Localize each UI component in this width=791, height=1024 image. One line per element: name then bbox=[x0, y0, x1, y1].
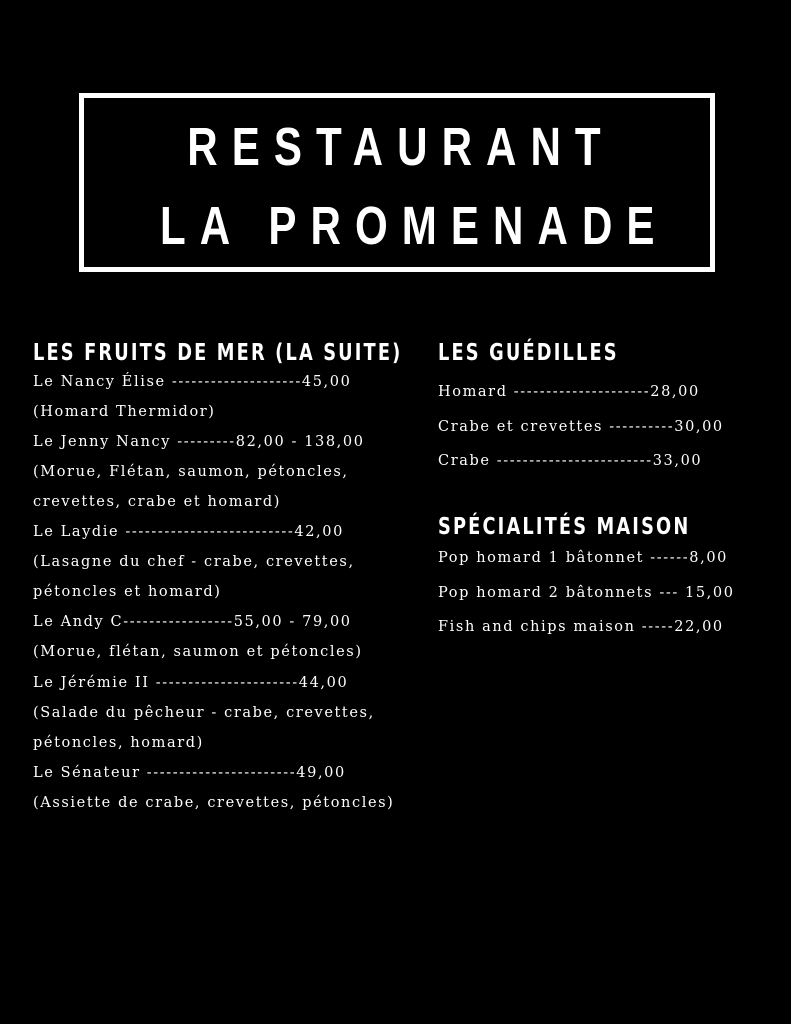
restaurant-title-line-2: LA PROMENADE bbox=[159, 196, 669, 256]
menu-line: Pop homard 2 bâtonnets --- 15,00 bbox=[438, 585, 735, 601]
menu-line: Le Sénateur -----------------------49,00 bbox=[33, 765, 346, 781]
menu-line: Fish and chips maison -----22,00 bbox=[438, 619, 724, 635]
menu-line: Crabe et crevettes ----------30,00 bbox=[438, 419, 724, 435]
menu-line: Le Laydie --------------------------42,00 bbox=[33, 524, 344, 540]
menu-line: Homard ---------------------28,00 bbox=[438, 384, 700, 400]
menu-line: (Salade du pêcheur - crabe, crevettes, bbox=[33, 705, 375, 721]
section-heading-fruits-de-mer: LES FRUITS DE MER (LA SUITE) bbox=[33, 340, 403, 366]
restaurant-title-line-1: RESTAURANT bbox=[187, 117, 615, 177]
menu-line: pétoncles, homard) bbox=[33, 735, 204, 751]
menu-line: (Morue, Flétan, saumon, pétoncles, bbox=[33, 464, 349, 480]
menu-line: (Lasagne du chef - crabe, crevettes, bbox=[33, 554, 355, 570]
menu-line: Le Jérémie II ----------------------44,00 bbox=[33, 675, 349, 691]
menu-line: Crabe ------------------------33,00 bbox=[438, 453, 703, 469]
menu-line: Le Andy C-----------------55,00 - 79,00 bbox=[33, 614, 352, 630]
menu-line: (Assiette de crabe, crevettes, pétoncles) bbox=[33, 795, 395, 811]
menu-line: (Morue, flétan, saumon et pétoncles) bbox=[33, 644, 363, 660]
menu-line: Le Nancy Élise --------------------45,00 bbox=[33, 374, 352, 390]
menu-line: (Homard Thermidor) bbox=[33, 404, 216, 420]
restaurant-title-box bbox=[79, 93, 715, 272]
section-heading-specialites: SPÉCIALITÉS MAISON bbox=[438, 514, 691, 540]
menu-line: pétoncles et homard) bbox=[33, 584, 222, 600]
menu-line: Pop homard 1 bâtonnet ------8,00 bbox=[438, 550, 728, 566]
menu-line: crevettes, crabe et homard) bbox=[33, 494, 282, 510]
menu-line: Le Jenny Nancy ---------82,00 - 138,00 bbox=[33, 434, 365, 450]
section-heading-guedilles: LES GUÉDILLES bbox=[438, 340, 619, 366]
